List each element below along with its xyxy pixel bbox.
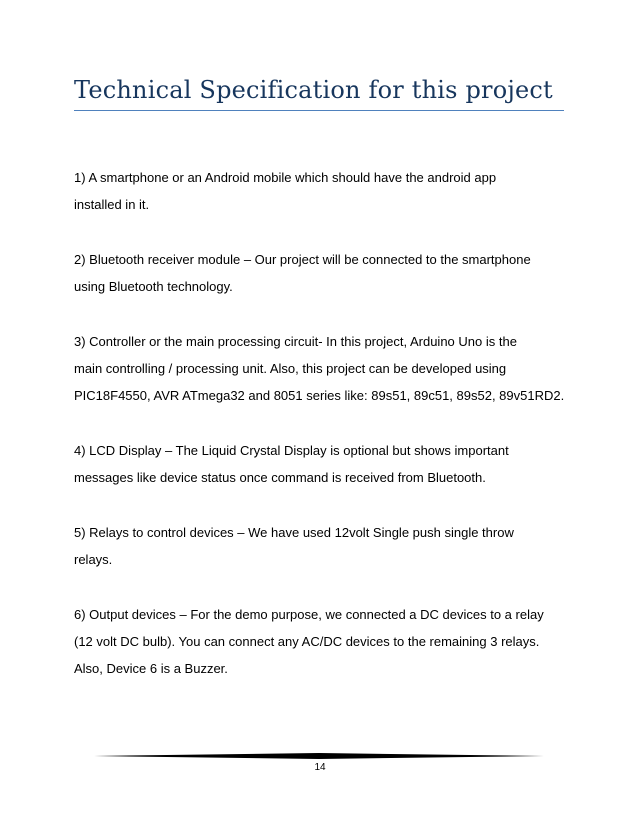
- spec-line: 5) Relays to control devices – We have used 12volt Single push single throw: [74, 525, 514, 540]
- spec-item-6: [74, 601, 574, 682]
- spec-item-5: [74, 519, 574, 573]
- spec-item-1: [74, 164, 574, 218]
- spec-line: installed in it.: [74, 197, 150, 212]
- title-underline: [74, 110, 564, 111]
- spec-item-2: [74, 246, 574, 300]
- spec-line: using Bluetooth technology.: [74, 279, 233, 294]
- spec-item-4: [74, 437, 574, 491]
- spec-line: Also, Device 6 is a Buzzer.: [74, 661, 228, 676]
- spec-line: 6) Output devices – For the demo purpose, we connected a DC devices to a relay: [74, 607, 544, 622]
- specification-list: [74, 164, 574, 710]
- spec-line: main controlling / processing unit. Also, this project can be developed using: [74, 361, 507, 376]
- spec-line: 1) A smartphone or an Android mobile which should have the android app: [74, 170, 497, 185]
- spec-line: (12 volt DC bulb). You can connect any AC/DC devices to the remaining 3 relays.: [74, 634, 540, 649]
- spec-line: 4) LCD Display – The Liquid Crystal Display is optional but shows important: [74, 443, 509, 458]
- page-number: 14: [314, 762, 326, 773]
- spec-item-3: [74, 328, 574, 409]
- page-title: Technical Specification for this project: [74, 76, 553, 104]
- spec-line: PIC18F4550, AVR ATmega32 and 8051 series like: 89s51, 89c51, 89s52, 89v51RD2.: [74, 388, 565, 403]
- spec-line: relays.: [74, 552, 113, 567]
- spec-line: 3) Controller or the main processing circuit- In this project, Arduino Uno is the: [74, 334, 517, 349]
- footer-divider: [94, 753, 544, 759]
- spec-line: messages like device status once command is received from Bluetooth.: [74, 470, 486, 485]
- spec-line: 2) Bluetooth receiver module – Our project will be connected to the smartphone: [74, 252, 531, 267]
